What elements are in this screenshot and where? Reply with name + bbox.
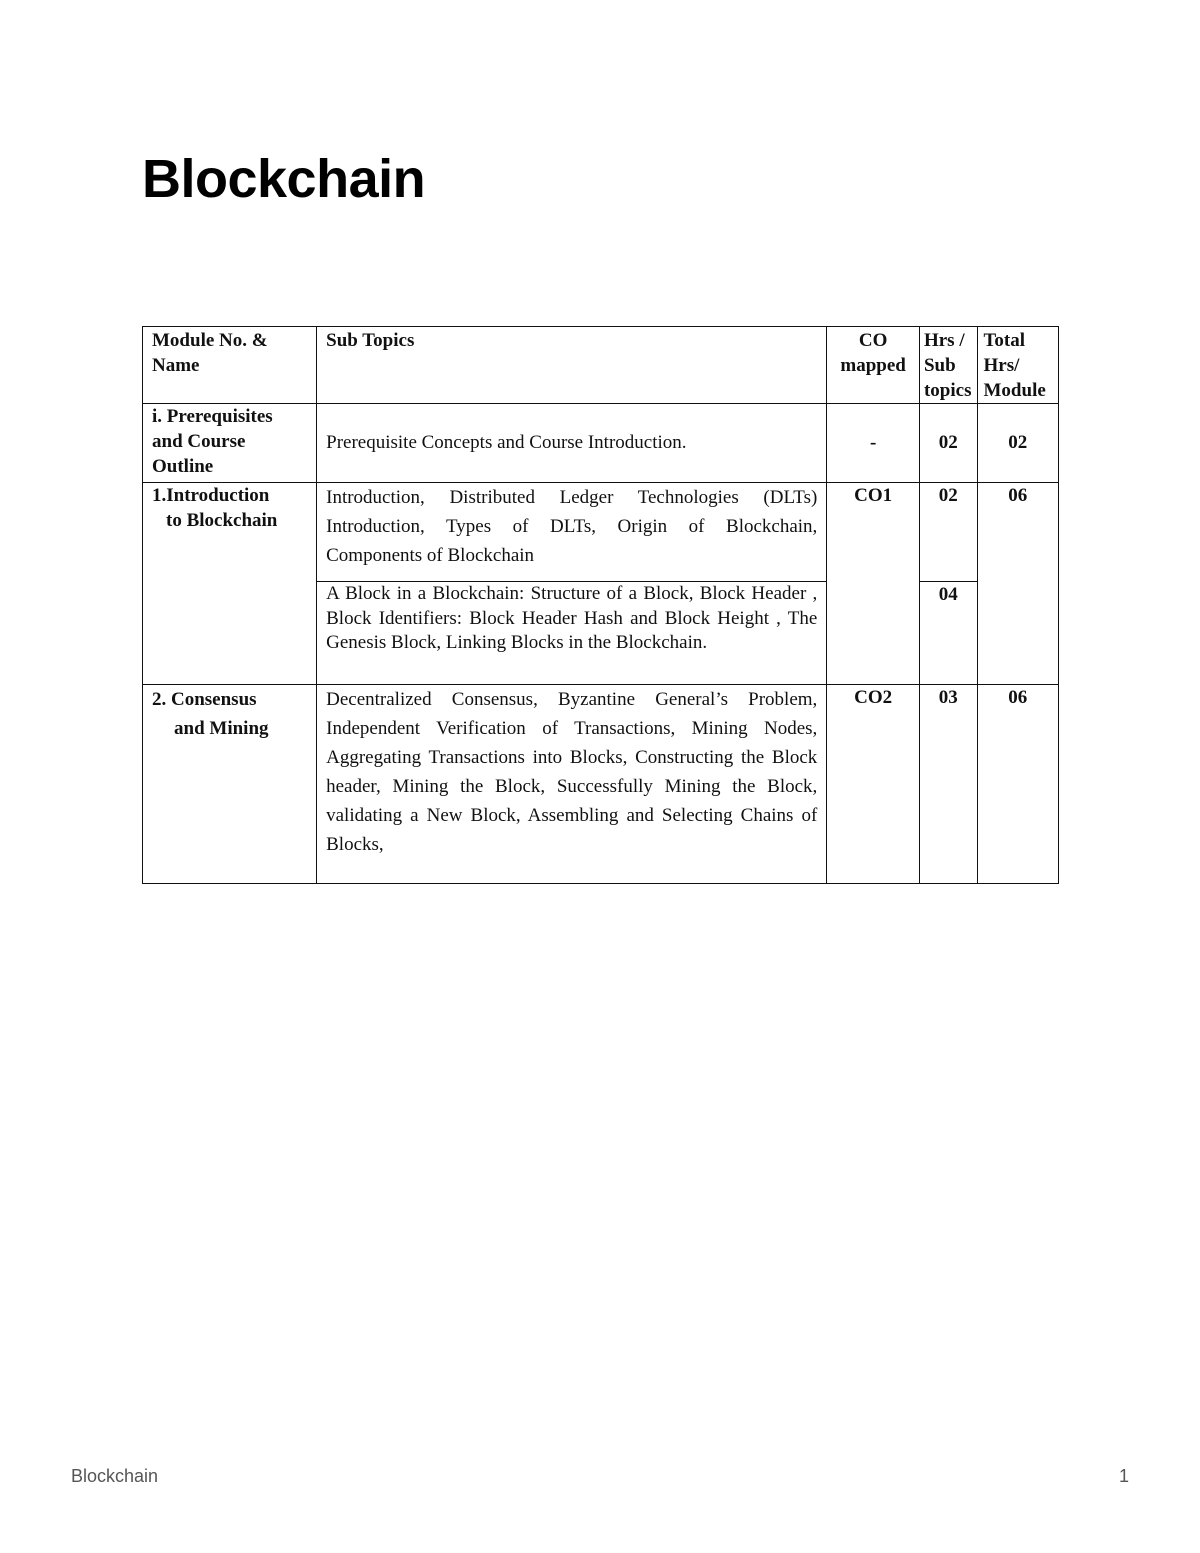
total-hrs-value: 06 — [977, 483, 1059, 685]
co-mapped-value: CO1 — [827, 483, 920, 685]
hrs-value: 02 — [919, 404, 977, 483]
sub-topic-text: Decentralized Consensus, Byzantine General’s Problem, Independent Verification of Transactions, Mining Nodes, Aggregating Transactions into Blocks, Constructing the Block header, Mining the Block, Successfully Mining the Block, validating a New Block, Assembling and Selecting Chains of Blocks, — [317, 685, 827, 884]
hrs-value: 02 — [919, 483, 977, 582]
module-name — [143, 685, 317, 884]
hrs-value: 03 — [919, 685, 977, 884]
co-mapped-value: - — [827, 404, 920, 483]
header-sub-topics: Sub Topics — [317, 327, 827, 404]
footer-page-number: 1 — [1118, 1466, 1129, 1486]
co-mapped-value: CO2 — [827, 685, 920, 884]
module-name — [143, 483, 317, 685]
module-name-line: 1.Introduction — [152, 485, 270, 506]
table-header-row — [143, 327, 1059, 404]
sub-topic-text: A Block in a Blockchain: Structure of a Block, Block Header , Block Identifiers: Block Header Hash and Block Height , The Genesis Block, Linking Blocks in the Blockchain. — [317, 582, 827, 685]
table-row — [143, 483, 1059, 582]
total-hrs-value: 02 — [977, 404, 1059, 483]
header-total-hrs: Total Hrs/ Module — [977, 327, 1059, 404]
sub-topic-text: Introduction, Distributed Ledger Technologies (DLTs) Introduction, Types of DLTs, Origin of Blockchain, Components of Blockchain — [317, 483, 827, 582]
syllabus-table — [142, 326, 1059, 884]
page-title: Blockchain — [142, 149, 426, 209]
footer-document-title: Blockchain — [71, 1466, 159, 1486]
header-co-mapped: CO mapped — [827, 327, 920, 404]
module-name-line: and Mining — [174, 718, 269, 739]
total-hrs-value: 06 — [977, 685, 1059, 884]
hrs-value: 04 — [919, 582, 977, 685]
module-name-line: to Blockchain — [166, 510, 278, 531]
module-name: i. Prerequisites and Course Outline — [143, 404, 317, 483]
sub-topic-text: Prerequisite Concepts and Course Introduction. — [317, 404, 827, 483]
table-row — [143, 404, 1059, 483]
module-name-line: 2. Consensus — [152, 689, 257, 710]
header-module: Module No. & Name — [143, 327, 317, 404]
table-row — [143, 685, 1059, 884]
header-hrs-sub-topics: Hrs / Sub topics — [919, 327, 977, 404]
